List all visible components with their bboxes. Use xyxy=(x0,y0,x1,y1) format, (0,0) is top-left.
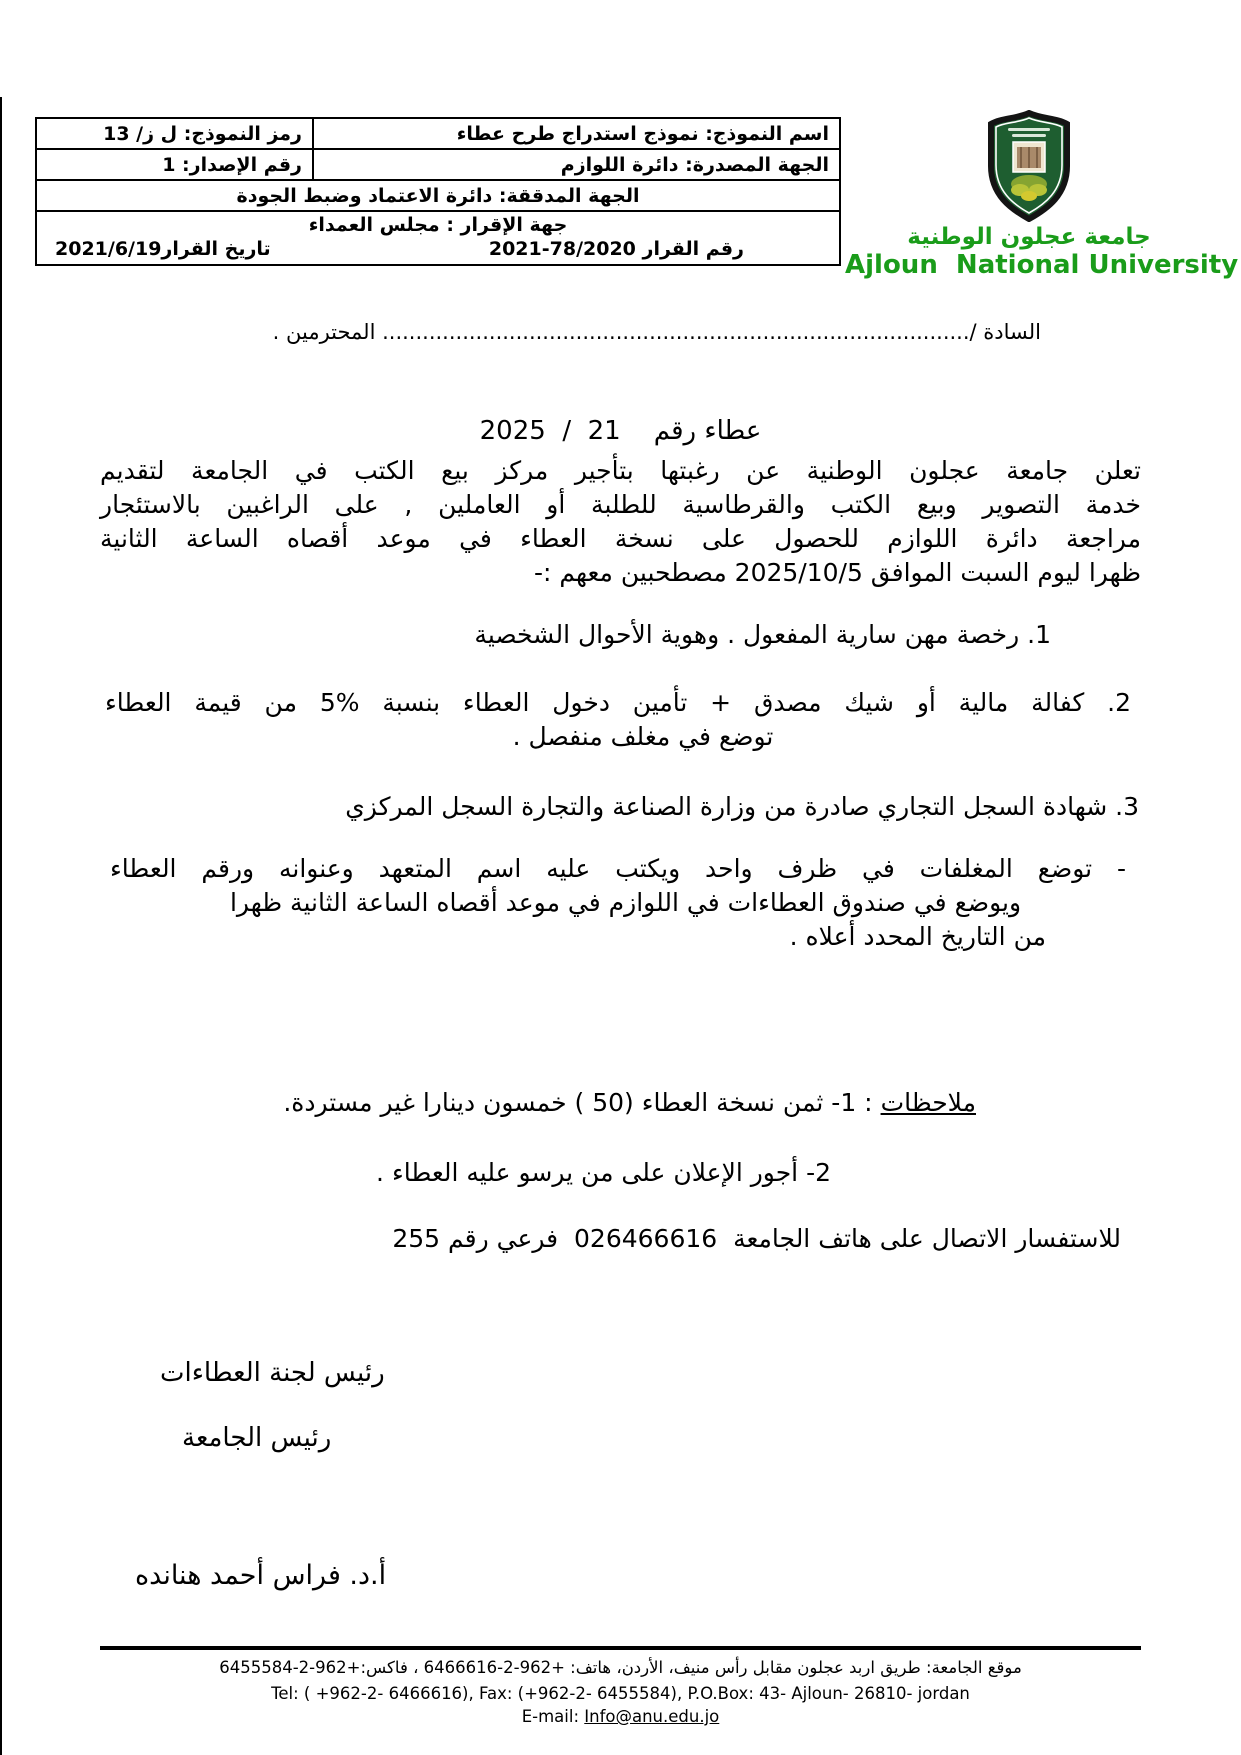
university-name-english: Ajloun National University xyxy=(845,250,1239,280)
footer-address-arabic: موقع الجامعة: طريق اربد عجلون مقابل رأس منيف، الأردن، هاتف: +962-2-6466616 ، فاكس:+962-2-6455584 xyxy=(219,1658,1022,1677)
issue-number-cell: رقم الإصدار: 1 xyxy=(36,149,313,180)
decision-date: تاريخ القرار2021/6/19 xyxy=(55,238,271,260)
decision-number: رقم القرار 78/2020-2021 xyxy=(488,238,744,260)
form-code-cell: رمز النموذج: ل ز/ 13 xyxy=(36,118,313,149)
university-logo-block xyxy=(845,110,1239,280)
university-name-arabic: جامعة عجلون الوطنية xyxy=(907,224,1151,250)
approval-authority: جهة الإقرار : مجلس العمداء xyxy=(308,214,568,236)
requirement-item-1: 1. رخصة مهن سارية المفعول . وهوية الأحوال الشخصية xyxy=(474,620,1051,649)
signature-university-president: رئيس الجامعة xyxy=(182,1423,332,1453)
form-name-cell: اسم النموذج: نموذج استدراج طرح عطاء xyxy=(313,118,840,149)
announcement-line: خدمة التصوير وبيع الكتب والقرطاسية للطلبة أو العاملين , على الراغبين بالاستئجار xyxy=(100,490,1141,519)
announcement-line: مراجعة دائرة اللوازم للحصول على نسخة العطاء في موعد أقصاه الساعة الثانية xyxy=(100,524,1141,553)
tender-number-line: عطاء رقم 21 / 2025 xyxy=(479,416,762,446)
envelope-note-line: من التاريخ المحدد أعلاه . xyxy=(789,922,1046,951)
greeting-line: السادة /........................................................................................ المحترمين . xyxy=(272,320,1041,344)
signatory-name: أ.د. فراس أحمد هنانده xyxy=(135,1560,387,1591)
envelope-note-line: ويوضع في صندوق العطاءات في اللوازم في موعد أقصاه الساعة الثانية ظهرا xyxy=(229,888,1022,917)
contact-phone-line: للاستفسار الاتصال على هاتف الجامعة 026466616 فرعي رقم 255 xyxy=(392,1224,1121,1253)
email-label: E-mail: xyxy=(521,1707,585,1726)
notes-line-1 xyxy=(100,1086,976,1120)
auditing-dept-cell: الجهة المدققة: دائرة الاعتماد وضبط الجودة xyxy=(36,180,840,211)
announcement-line: تعلن جامعة عجلون الوطنية عن رغبتها بتأجير مركز بيع الكتب في الجامعة لتقديم xyxy=(100,456,1141,485)
requirement-item-3: 3. شهادة السجل التجاري صادرة من وزارة الصناعة والتجارة السجل المركزي xyxy=(345,792,1139,821)
page-left-border xyxy=(0,97,2,1755)
footer-divider xyxy=(100,1646,1141,1650)
footer-contact-english: Tel: ( +962-2- 6466616), Fax: (+962-2- 6455584), P.O.Box: 43- Ajloun- 26810- jordan xyxy=(271,1684,970,1703)
university-logo-shield xyxy=(982,110,1076,222)
form-info-table xyxy=(35,117,841,266)
email-address-link[interactable]: Info@anu.edu.jo xyxy=(584,1707,720,1726)
decision-row xyxy=(47,236,829,262)
envelope-note-line: - توضع المغلفات في ظرف واحد ويكتب عليه اسم المتعهد وعنوانه ورقم العطاء xyxy=(110,854,1126,883)
footer-email-line xyxy=(60,1707,1181,1726)
notes-label: ملاحظات xyxy=(880,1088,976,1117)
notes-text-1: : 1- ثمن نسخة العطاء (50 ) خمسون دينارا غير مستردة. xyxy=(283,1088,881,1117)
announcement-line: ظهرا ليوم السبت الموافق 2025/10/5 مصطحبين معهم :- xyxy=(533,558,1141,587)
approval-cell xyxy=(36,211,840,265)
requirement-item-2: 2. كفالة مالية أو شيك مصدق + تأمين دخول العطاء بنسبة %5 من قيمة العطاء xyxy=(105,688,1131,717)
requirement-item-2-cont: توضع في مغلف منفصل . xyxy=(512,722,774,751)
issuing-dept-cell: الجهة المصدرة: دائرة اللوازم xyxy=(313,149,840,180)
notes-line-2: 2- أجور الإعلان على من يرسو عليه العطاء . xyxy=(376,1158,831,1187)
signature-tenders-committee-chair: رئيس لجنة العطاءات xyxy=(160,1358,385,1388)
